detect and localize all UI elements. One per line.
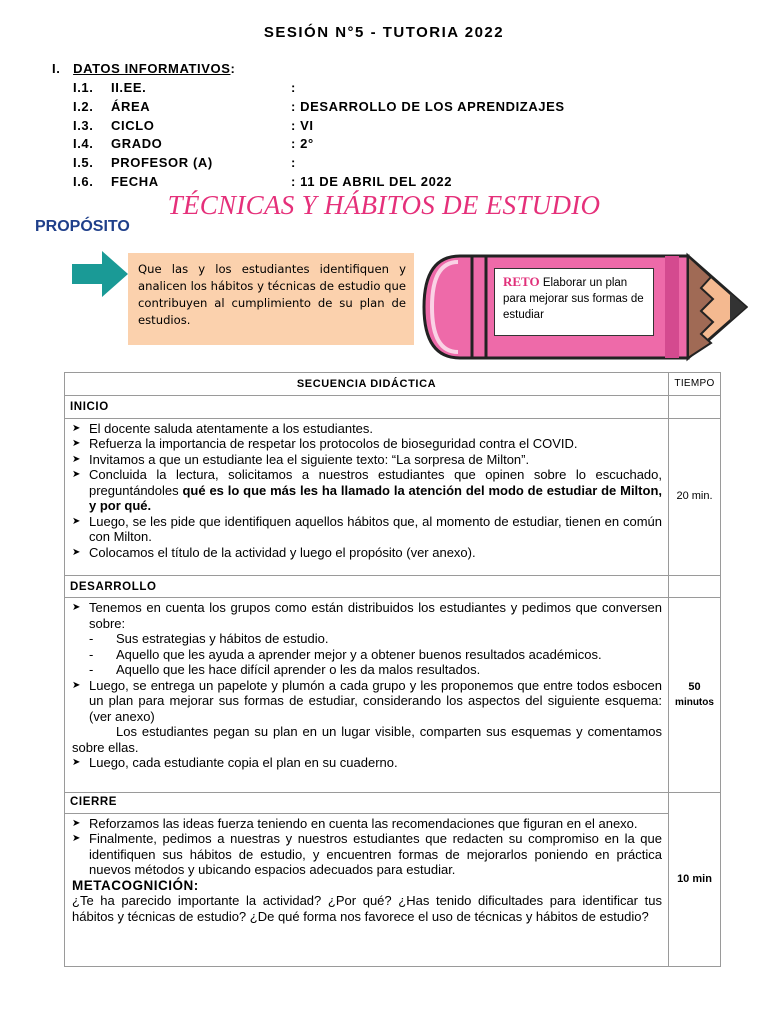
arrowhead-bullet-icon: ➤ xyxy=(72,515,81,527)
desarrollo-time-value: 50 xyxy=(688,680,701,693)
list-item-text: El docente saluda atentamente a los estudiantes. xyxy=(89,420,374,436)
arrow-right-icon xyxy=(72,251,128,297)
datos-label: GRADO xyxy=(111,136,163,151)
list-item-text: Luego, cada estudiante copia el plan en su cuaderno. xyxy=(89,755,398,770)
datos-num: I.1. xyxy=(73,80,94,95)
column-header-secuencia: SECUENCIA DIDÁCTICA xyxy=(65,373,669,396)
table-row xyxy=(65,396,721,419)
datos-num: I.5. xyxy=(73,155,94,170)
desarrollo-content xyxy=(65,598,669,793)
reto-label: RETO xyxy=(503,274,540,289)
datos-row xyxy=(73,155,296,170)
dash-bullet: - xyxy=(89,631,94,646)
arrowhead-bullet-icon: ➤ xyxy=(72,546,81,558)
proposito-heading: PROPÓSITO xyxy=(35,218,130,235)
datos-num: I.6. xyxy=(73,174,94,189)
list-item xyxy=(72,678,662,725)
cierre-time: 10 min xyxy=(669,793,721,967)
list-item xyxy=(72,755,662,771)
section-number: I. xyxy=(52,61,61,76)
table-row xyxy=(65,813,721,966)
reto-box xyxy=(494,268,654,336)
datos-value: : 11 DE ABRIL DEL 2022 xyxy=(291,174,453,189)
metacognicion-text: ¿Te ha parecido importante la actividad? ¿Por qué? ¿Has tenido dificultades para identificar tus hábitos y técnicas de estudio? ¿De qué forma nos favorece el uso de técnicas y hábitos de estudio? xyxy=(72,893,662,924)
datos-label: ÁREA xyxy=(111,99,151,114)
list-item xyxy=(72,467,662,514)
table-row xyxy=(65,598,721,793)
list-item-text-plain: Concluida la lectura, solicitamos a nuestros estudiantes que opinen sobre lo escuchado, preguntándoles xyxy=(89,467,662,498)
main-title: TÉCNICAS Y HÁBITOS DE ESTUDIO xyxy=(167,190,601,220)
purpose-text-box: Que las y los estudiantes identifiquen y analicen los hábitos y técnicas de estudio que contribuyen al cumplimiento de su plan de estudios. xyxy=(128,253,414,345)
cierre-content xyxy=(65,813,669,966)
sub-list-item-text: Aquello que les ayuda a aprender mejor y a obtener buenos resultados académicos. xyxy=(116,646,602,662)
paragraph: Los estudiantes pegan su plan en un lugar visible, comparten sus esquemas y comentamos sobre ellas. xyxy=(72,724,662,755)
section-desarrollo-label: DESARROLLO xyxy=(65,575,669,598)
list-item xyxy=(72,816,662,832)
arrowhead-bullet-icon: ➤ xyxy=(72,438,81,449)
sub-list-item xyxy=(72,631,662,647)
session-title: SESIÓN N°5 - TUTORIA 2022 xyxy=(263,24,505,41)
datos-row xyxy=(73,136,314,151)
table-row xyxy=(65,575,721,598)
list-item xyxy=(72,600,662,631)
list-item xyxy=(72,831,662,878)
datos-label: CICLO xyxy=(111,118,155,133)
arrowhead-bullet-icon: ➤ xyxy=(72,679,81,691)
metacognicion-heading: METACOGNICIÓN: xyxy=(72,877,199,893)
datos-num: I.2. xyxy=(73,99,94,114)
inicio-content xyxy=(65,418,669,575)
list-item xyxy=(72,421,662,437)
reto-text: Elaborar un plan para mejorar sus formas de estudiar xyxy=(503,277,644,321)
list-item-text: Luego, se les pide que identifiquen aquellos hábitos que, al momento de estudiar, tienen en común con Milton. xyxy=(89,513,662,544)
section-colon: : xyxy=(230,61,236,76)
datos-value: : xyxy=(291,80,296,95)
list-item-text: Tenemos en cuenta los grupos como están distribuidos los estudiantes y pedimos que conversen sobre: xyxy=(89,600,662,631)
section-inicio-label: INICIO xyxy=(65,396,669,419)
arrowhead-bullet-icon: ➤ xyxy=(72,453,81,465)
list-item-text: Reforzamos las ideas fuerza teniendo en cuenta las recomendaciones que figuran en el anexo. xyxy=(89,815,638,831)
list-item xyxy=(72,452,662,468)
datos-num: I.4. xyxy=(73,136,94,151)
datos-row xyxy=(73,174,452,189)
datos-label: II.EE. xyxy=(111,80,147,95)
inicio-time: 20 min. xyxy=(669,418,721,575)
table-cell xyxy=(669,575,721,598)
datos-row xyxy=(73,80,296,95)
table-row xyxy=(65,418,721,575)
list-item-text: Finalmente, pedimos a nuestras y nuestros estudiantes que redacten su compromiso en la que identifiquen sus hábitos de estudio, y encuentren formas de mejorarlos poniendo en práctica nuevos métodos y ubicando espacios adecuados para estudiar. xyxy=(89,831,662,877)
table-header-row xyxy=(65,373,721,396)
arrowhead-bullet-icon: ➤ xyxy=(72,469,81,480)
arrowhead-bullet-icon: ➤ xyxy=(72,757,81,768)
list-item xyxy=(72,436,662,452)
table-cell xyxy=(669,396,721,419)
desarrollo-time-unit: minutos xyxy=(675,697,714,708)
datos-row xyxy=(73,99,565,114)
list-item-text: Luego, se entrega un papelote y plumón a cada grupo y les proponemos que entre todos esbocen un plan para mejorar sus formas de estudiar, considerando los aspectos del siguiente esquema: (ver anexo) xyxy=(89,677,662,724)
datos-row xyxy=(73,118,314,133)
list-item-text: Invitamos a que un estudiante lea el siguiente texto: “La sorpresa de Milton”. xyxy=(89,451,530,467)
dash-bullet: - xyxy=(89,646,94,662)
arrowhead-bullet-icon: ➤ xyxy=(72,422,81,434)
section-label: DATOS INFORMATIVOS xyxy=(73,61,231,76)
arrowhead-bullet-icon: ➤ xyxy=(72,602,81,613)
secuencia-table xyxy=(64,372,721,967)
datos-label: FECHA xyxy=(111,174,159,189)
sub-list-item-text: Sus estrategias y hábitos de estudio. xyxy=(116,631,329,646)
column-header-tiempo: TIEMPO xyxy=(669,373,721,396)
sub-list-item xyxy=(72,647,662,663)
datos-value: : DESARROLLO DE LOS APRENDIZAJES xyxy=(291,99,565,114)
list-item-text xyxy=(89,467,662,514)
table-row xyxy=(65,793,721,814)
list-item-text: Refuerza la importancia de respetar los protocolos de bioseguridad contra el COVID. xyxy=(89,436,578,451)
datos-value: : 2° xyxy=(291,136,314,151)
section-datos-heading xyxy=(52,61,235,76)
sub-list-item xyxy=(72,662,662,678)
datos-value: : VI xyxy=(291,118,314,133)
list-item xyxy=(72,514,662,545)
list-item-text-bold: qué es lo que más les ha llamado la atención del modo de estudiar de Milton, y por qué. xyxy=(89,482,662,513)
list-item xyxy=(72,545,662,561)
sub-list-item-text: Aquello que les hace difícil aprender o les da malos resultados. xyxy=(116,662,481,677)
dash-bullet: - xyxy=(89,662,94,677)
datos-num: I.3. xyxy=(73,118,94,133)
list-item-text: Colocamos el título de la actividad y luego el propósito (ver anexo). xyxy=(89,544,476,560)
section-cierre-label: CIERRE xyxy=(65,793,669,814)
datos-value: : xyxy=(291,155,296,170)
datos-label: PROFESOR (A) xyxy=(111,155,213,170)
desarrollo-time xyxy=(669,598,721,793)
arrowhead-bullet-icon: ➤ xyxy=(72,817,81,829)
arrowhead-bullet-icon: ➤ xyxy=(72,833,81,844)
